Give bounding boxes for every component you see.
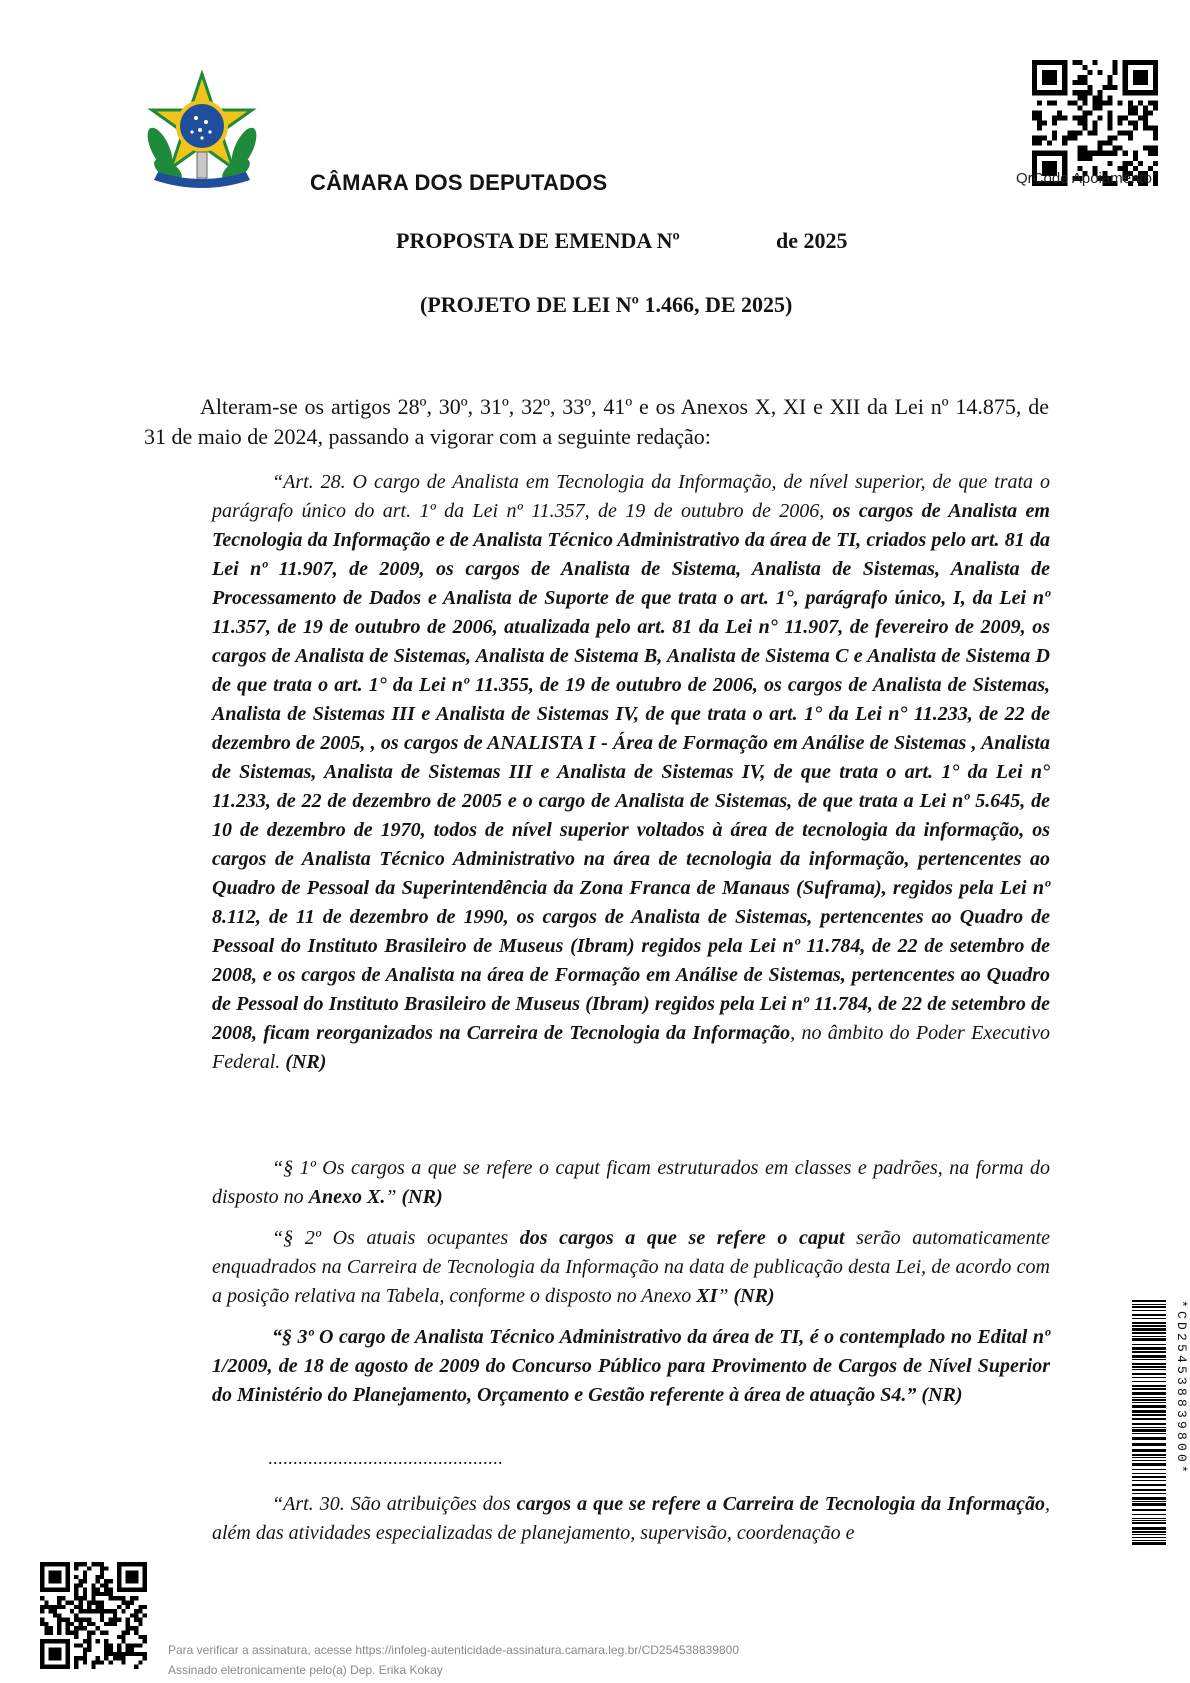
bold-text-run: (NR) [401,1186,443,1208]
text-run: “§ 2º Os atuais ocupantes [272,1227,520,1249]
bold-text-run: dos cargos a que se refere o caput [519,1227,845,1249]
barcode-icon [1132,1300,1166,1545]
verify-link-text: Para verificar a assinatura, acesse https://infoleg-autenticidade-assinatura.camara.leg.br/CD254538839800 [168,1643,739,1657]
qr-code-label: QrCode Apoiamento [1016,170,1152,187]
signature-qr-code-icon [40,1562,147,1669]
article-30-paragraph [212,1490,1050,1548]
text-run: , além das atividades especializadas de planejamento, supervisão, coordenação e [212,1493,1050,1544]
bold-text-run: cargos a que se refere a Carreira de Tecnologia da Informação [516,1493,1045,1515]
bold-text-run: (NR) [733,1285,775,1307]
text-run: “Art. 30. São atribuições dos [272,1493,517,1515]
bold-text-run: os cargos de Analista em Tecnologia da Informação e de Analista Técnico Administrativo da área de TI, criados pelo art. 81 da Lei nº 11.907, de 2009, os cargos de Analista de Sistema, Analista de Sistemas, Analista de Processamento de Dados e Analista de Suporte de que trata o art. 1°, parágrafo único, I, da Lei nº 11.357, de 19 de outubro de 2006, atualizada pelo art. 81 da Lei n° 11.907, de fevereiro de 2009, os cargos de Analista de Sistemas, Analista de Sistema B, Analista de Sistema C e Analista de Sistema D de que trata o art. 1° da Lei nº 11.355, de 19 de outubro de 2006, os cargos de Analista de Sistemas, Analista de Sistemas III e Analista de Sistemas IV, de que trata o art. 1° da Lei n° 11.233, de 22 de dezembro de 2005, , os cargos de ANALISTA I - Área de Formação em Análise de Sistemas , Analista de Sistemas, Analista de Sistemas III e Analista de Sistemas IV, de que trata o art. 1° da Lei n° 11.233, de 22 de dezembro de 2005 e o cargo de Analista de Sistemas, de que trata a Lei nº 5.645, de 10 de dezembro de 1970, todos de nível superior voltados à área de tecnologia da informação, os cargos de Analista Técnico Administrativo na área de tecnologia da informação, pertencentes ao Quadro de Pessoal da Superintendência da Zona Franca de Manaus (Suframa), regidos pela Lei nº 8.112, de 11 de dezembro de 1990, os cargos de Analista de Sistemas, pertencentes ao Quadro de Pessoal do Instituto Brasileiro de Museus (Ibram) regidos pela Lei nº 11.784, de 22 de setembro de 2008, e os cargos de Analista na área de Formação em Análise de Sistemas, pertencentes ao Quadro de Pessoal do Instituto Brasileiro de Museus (Ibram) regidos pela Lei nº 11.784, de 22 de setembro de 2008, ficam reorganizados na Carreira de Tecnologia da Informação [212,500,1050,1044]
text-run: ” [717,1285,734,1307]
bold-text-run: Anexo X. [308,1186,386,1208]
bold-text-run: (NR) [285,1051,327,1073]
article-28-paragraph [212,468,1050,1077]
text-run: ” [385,1186,402,1208]
text-run: “§ 1º Os cargos a que se refere o caput ficam estruturados em classes e padrões, na forma do disposto no [212,1157,1050,1208]
document-title-year: de 2025 [776,228,848,253]
signature-verification [168,1640,739,1680]
paragraph-1 [212,1154,1050,1212]
text-run: serão automaticamente enquadrados na Carreira de Tecnologia da Informação na data de publicação desta Lei, de acordo com a posição relativa na Tabela, conforme o disposto no Anexo [212,1227,1050,1307]
paragraph-3: “§ 3º O cargo de Analista Técnico Administrativo da área de TI, é o contemplado no Edital nº 1/2009, de 18 de agosto de 2009 do Concurso Público para Provimento de Cargos de Nível Superior do Ministério do Planejamento, Orçamento e Gestão referente à área de atuação S4.” (NR) [212,1326,1050,1406]
document-title: PROPOSTA DE EMENDA Nº [396,228,680,253]
signed-by-text: Assinado eletronicamente pelo(a) Dep. Erika Kokay [168,1663,443,1677]
text-run: “Art. 28. O cargo de Analista em Tecnologia da Informação, de nível superior, de que trata o parágrafo único do art. 1º da Lei nº 11.357, de 19 de outubro de 2006, [212,471,1050,522]
document-subtitle: (PROJETO DE LEI Nº 1.466, DE 2025) [420,292,793,317]
coat-of-arms-icon [138,70,266,198]
text-run: , no âmbito do Poder Executivo Federal. [212,1022,1050,1073]
bold-text-run: XI [696,1285,718,1307]
qr-code-icon [1032,60,1158,186]
organization-name: CÂMARA DOS DEPUTADOS [310,170,608,195]
omission-dots: ............................................... [268,1448,503,1468]
paragraph-2 [212,1224,1050,1311]
intro-paragraph: Alteram-se os artigos 28º, 30º, 31º, 32º, 33º, 41º e os Anexos X, XI e XII da Lei nº 14.875, de 31 de maio de 2024, passando a vigorar com a seguinte redação: [144,394,1049,449]
barcode-text: *CD254538839800* [1174,1300,1189,1477]
